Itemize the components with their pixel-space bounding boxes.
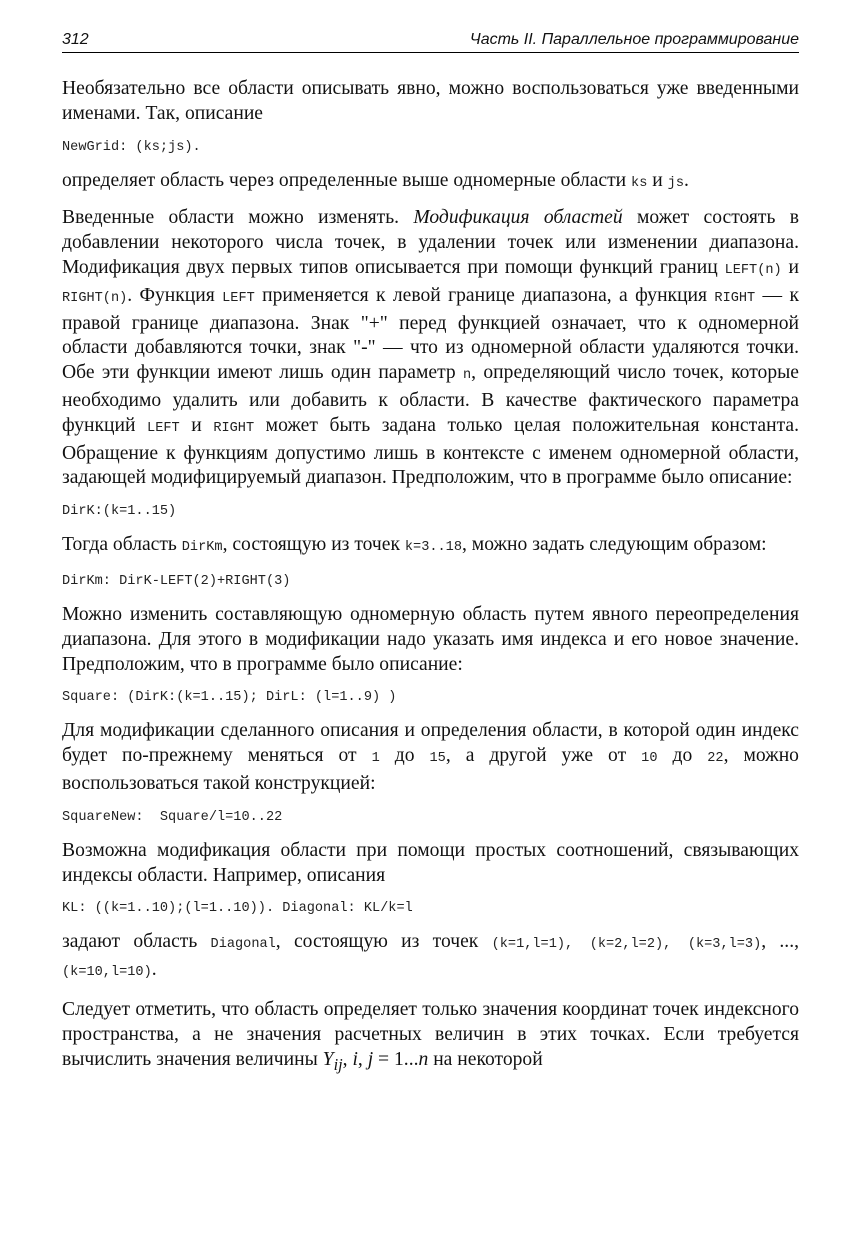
paragraph-4: Тогда область DirKm, состоящую из точек k=3..18, можно задать следующим образом: (62, 534, 767, 556)
running-title: Часть II. Параллельное программирование (469, 31, 799, 48)
code-kl-diagonal: KL: ((k=1..10);(l=1..10)). Diagonal: KL/k=l (62, 901, 413, 917)
code-square: Square: (DirK:(k=1..15); DirL: (l=1..9) ) (62, 690, 397, 706)
paragraph-2: определяет область через определенные выше одномерные области ks и js. (62, 169, 689, 191)
term-modification: Модификация областей (413, 207, 623, 229)
code-squarenew: SquareNew: Square/l=10..22 (62, 809, 283, 825)
code-newgrid: NewGrid: (ks;js). (62, 139, 201, 155)
paragraph-5: Можно изменить составляющую одномерную область путем явного переопределения диапазона. Для этого в модификации надо указать имя индекса и его новое значение. Предположим, что в программе было описание: (62, 603, 799, 675)
page-number: 312 (62, 31, 89, 48)
code-dirk: DirK:(k=1..15) (62, 504, 177, 520)
paragraph-9: Следует отметить, что область определяет только значения координат точек индексного пространства, а не значения расчетных величин в этих точках. Если требуется вычислить значения величины $Y_{ij}$, i, j = 1...n на некоторой (62, 998, 799, 1074)
code-dirkm: DirKm: DirK-LEFT(2)+RIGHT(3) (62, 573, 291, 589)
paragraph-1: Необязательно все области описывать явно, можно воспользоваться уже введенными именами. Так, описание (62, 78, 799, 124)
paragraph-8: задают область Diagonal, состоящую из точек (k=1,l=1), (k=2,l=2), (k=3,l=3), ..., (k=10,l=10). (62, 931, 799, 981)
paragraph-7: Возможна модификация области при помощи простых соотношений, связывающих индексы области. Например, описания (62, 839, 799, 886)
paragraph-3: Введенные области можно изменять. Модификация областей может состоять в добавлении некоторого числа точек, в удалении точек или изменении диапазона. Модификация двух первых типов описывается при помощи функций границ LEFT(n) и RIGHT(n). Функция LEFT применяется к левой границе диапазона, а функция RIGHT — к правой границе диапазона. Знак "+" перед функцией означает, что к одномерной области добавляются точки, знак "-" — что из одномерной области удаляются точки. Обе эти функции имеют лишь один параметр n, определяющий число точек, которые необходимо удалить или добавить к области. В качестве фактического параметра функций LEFT и RIGHT может быть задана только целая положительная константа. Обращение к функциям допустимо лишь в контексте с именем одномерной области, задающей модифицируемый диапазон. Предположим, что в программе было описание: (62, 207, 799, 489)
paragraph-6: Для модификации сделанного описания и определения области, в которой один индекс будет по-прежнему меняться от 1 до 15, а другой уже от 10 до 22, можно воспользоваться такой конструкцией: (62, 720, 799, 794)
running-header (62, 28, 799, 53)
book-page (62, 28, 799, 1077)
